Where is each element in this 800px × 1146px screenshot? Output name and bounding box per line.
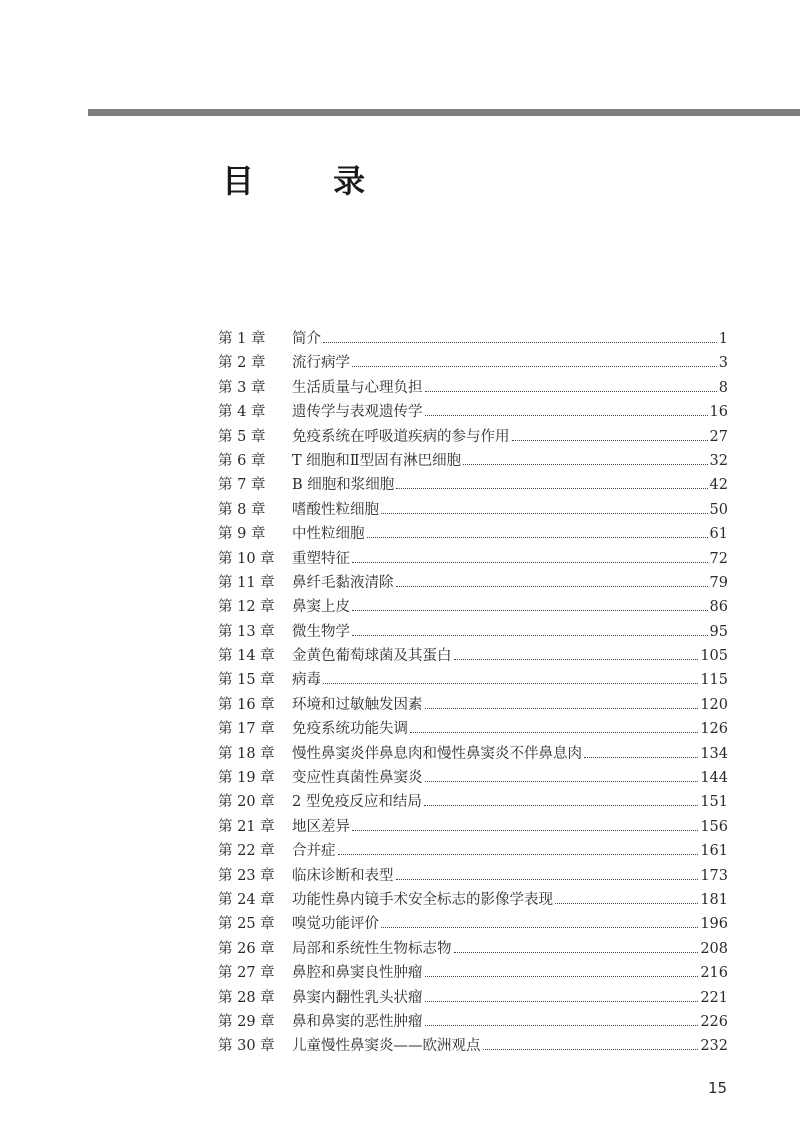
toc-entry[interactable] [218,571,728,595]
toc-entry[interactable] [218,717,728,741]
chapter-title: 鼻窦上皮 [292,599,350,616]
chapter-number: 第 11 章 [218,574,275,591]
chapter-number: 第 8 章 [218,501,266,518]
dot-leader [454,659,699,660]
chapter-number: 第 17 章 [218,721,275,738]
chapter-page: 105 [700,648,728,665]
dot-leader [425,391,717,392]
chapter-page: 196 [700,916,728,933]
chapter-number: 第 4 章 [218,404,266,421]
dot-leader [352,830,698,831]
toc-entry[interactable] [218,522,728,546]
chapter-page: 32 [709,452,728,469]
chapter-number: 第 13 章 [218,623,275,640]
chapter-number: 第 10 章 [218,550,275,567]
chapter-number: 第 18 章 [218,745,275,762]
chapter-title: 病毒 [292,672,321,689]
page-number: 15 [708,1079,728,1097]
chapter-number: 第 25 章 [218,916,275,933]
dot-leader [396,488,707,489]
dot-leader [555,903,698,904]
chapter-page: 16 [709,404,728,421]
chapter-page: 72 [709,550,728,567]
dot-leader [352,635,708,636]
toc-entry[interactable] [218,961,728,985]
chapter-page: 86 [709,599,728,616]
chapter-page: 95 [709,623,728,640]
chapter-title: 变应性真菌性鼻窦炎 [292,770,423,787]
chapter-page: 50 [709,501,728,518]
toc-entry[interactable] [218,498,728,522]
chapter-title: 2 型免疫反应和结局 [292,794,422,811]
chapter-page: 134 [700,745,728,762]
dot-leader [338,854,699,855]
dot-leader [352,366,717,367]
chapter-page: 232 [700,1038,728,1055]
dot-leader [425,1001,699,1002]
dot-leader [512,440,708,441]
toc-entry[interactable] [218,620,728,644]
chapter-page: 221 [700,989,728,1006]
chapter-title: 功能性鼻内镜手术安全标志的影像学表现 [292,891,553,908]
dot-leader [352,610,708,611]
toc-entry[interactable] [218,473,728,497]
chapter-page: 161 [700,843,728,860]
chapter-title: 鼻腔和鼻窦良性肿瘤 [292,965,423,982]
toc-entry[interactable] [218,644,728,668]
toc-entry[interactable] [218,351,728,375]
dot-leader [584,757,698,758]
dot-leader [425,708,699,709]
toc-entry[interactable] [218,668,728,692]
toc-entry[interactable] [218,912,728,936]
chapter-page: 1 [718,331,728,347]
dot-leader [323,342,717,343]
toc-entry[interactable] [218,425,728,449]
chapter-title: 临床诊断和表型 [292,867,394,884]
header-rule [88,109,800,116]
chapter-page: 8 [718,379,728,396]
toc-entry[interactable] [218,327,728,351]
chapter-number: 第 30 章 [218,1038,275,1055]
toc-entry[interactable] [218,839,728,863]
chapter-title: 局部和系统性生物标志物 [292,940,452,957]
chapter-title: 金黄色葡萄球菌及其蛋白 [292,648,452,665]
chapter-title: 环境和过敏触发因素 [292,696,423,713]
chapter-title: 嗅觉功能评价 [292,916,379,933]
dot-leader [425,976,699,977]
table-of-contents [218,327,728,1059]
dot-leader [424,805,698,806]
chapter-page: 120 [700,696,728,713]
chapter-title: 鼻纤毛黏液清除 [292,574,394,591]
toc-entry[interactable] [218,864,728,888]
chapter-number: 第 14 章 [218,648,275,665]
toc-entry[interactable] [218,1034,728,1058]
chapter-number: 第 15 章 [218,672,275,689]
chapter-number: 第 19 章 [218,770,275,787]
chapter-title: 鼻和鼻窦的恶性肿瘤 [292,1013,423,1030]
chapter-number: 第 21 章 [218,818,275,835]
chapter-page: 126 [700,721,728,738]
toc-entry[interactable] [218,888,728,912]
chapter-page: 151 [700,794,728,811]
chapter-title: 流行病学 [292,355,350,372]
chapter-number: 第 20 章 [218,794,275,811]
dot-leader [425,1025,699,1026]
toc-entry[interactable] [218,693,728,717]
chapter-page: 216 [700,965,728,982]
chapter-page: 3 [718,355,728,372]
chapter-page: 27 [709,428,728,445]
chapter-title: 鼻窦内翻性乳头状瘤 [292,989,423,1006]
chapter-title: 重塑特征 [292,550,350,567]
chapter-number: 第 5 章 [218,428,266,445]
chapter-number: 第 24 章 [218,891,275,908]
chapter-title: 生活质量与心理负担 [292,379,423,396]
chapter-page: 226 [700,1013,728,1030]
chapter-page: 61 [709,526,728,543]
dot-leader [463,464,707,465]
chapter-title: 嗜酸性粒细胞 [292,501,379,518]
toc-entry[interactable] [218,595,728,619]
chapter-title: B 细胞和浆细胞 [292,477,395,494]
chapter-title: 地区差异 [292,818,350,835]
chapter-number: 第 23 章 [218,867,275,884]
toc-entry[interactable] [218,400,728,424]
chapter-number: 第 16 章 [218,696,275,713]
dot-leader [396,586,708,587]
chapter-page: 79 [709,574,728,591]
dot-leader [381,513,708,514]
dot-leader [483,1049,699,1050]
toc-entry[interactable] [218,986,728,1010]
chapter-title: 遗传学与表观遗传学 [292,404,423,421]
chapter-title: 微生物学 [292,623,350,640]
chapter-number: 第 9 章 [218,526,266,543]
chapter-number: 第 6 章 [218,452,266,469]
chapter-page: 42 [709,477,728,494]
dot-leader [425,415,708,416]
toc-entry[interactable] [218,790,728,814]
chapter-number: 第 1 章 [218,331,266,347]
dot-leader [454,952,699,953]
chapter-title: 慢性鼻窦炎伴鼻息肉和慢性鼻窦炎不伴鼻息肉 [292,745,582,762]
dot-leader [396,879,699,880]
toc-entry[interactable] [218,547,728,571]
page-title: 目 录 [222,162,400,200]
chapter-page: 144 [700,770,728,787]
chapter-number: 第 26 章 [218,940,275,957]
toc-entry[interactable] [218,937,728,961]
toc-entry[interactable] [218,815,728,839]
chapter-title: 免疫系统功能失调 [292,721,408,738]
chapter-title: 免疫系统在呼吸道疾病的参与作用 [292,428,510,445]
toc-entry[interactable] [218,449,728,473]
chapter-title: 中性粒细胞 [292,526,365,543]
chapter-number: 第 28 章 [218,989,275,1006]
toc-entry[interactable] [218,376,728,400]
chapter-page: 173 [700,867,728,884]
chapter-page: 208 [700,940,728,957]
chapter-title: T 细胞和Ⅱ型固有淋巴细胞 [292,452,462,469]
chapter-page: 156 [700,818,728,835]
chapter-number: 第 27 章 [218,965,275,982]
toc-entry[interactable] [218,1010,728,1034]
dot-leader [367,537,708,538]
chapter-number: 第 3 章 [218,379,266,396]
chapter-number: 第 7 章 [218,477,266,494]
chapter-number: 第 12 章 [218,599,275,616]
chapter-page: 115 [700,672,728,689]
dot-leader [323,683,698,684]
chapter-title: 合并症 [292,843,336,860]
chapter-number: 第 22 章 [218,843,275,860]
chapter-number: 第 2 章 [218,355,266,372]
dot-leader [381,927,698,928]
chapter-number: 第 29 章 [218,1013,275,1030]
toc-entry[interactable] [218,766,728,790]
chapter-title: 儿童慢性鼻窦炎——欧洲观点 [292,1038,481,1055]
dot-leader [425,781,699,782]
toc-entry[interactable] [218,742,728,766]
chapter-page: 181 [700,891,728,908]
dot-leader [410,732,698,733]
chapter-title: 简介 [292,331,321,347]
dot-leader [352,562,708,563]
